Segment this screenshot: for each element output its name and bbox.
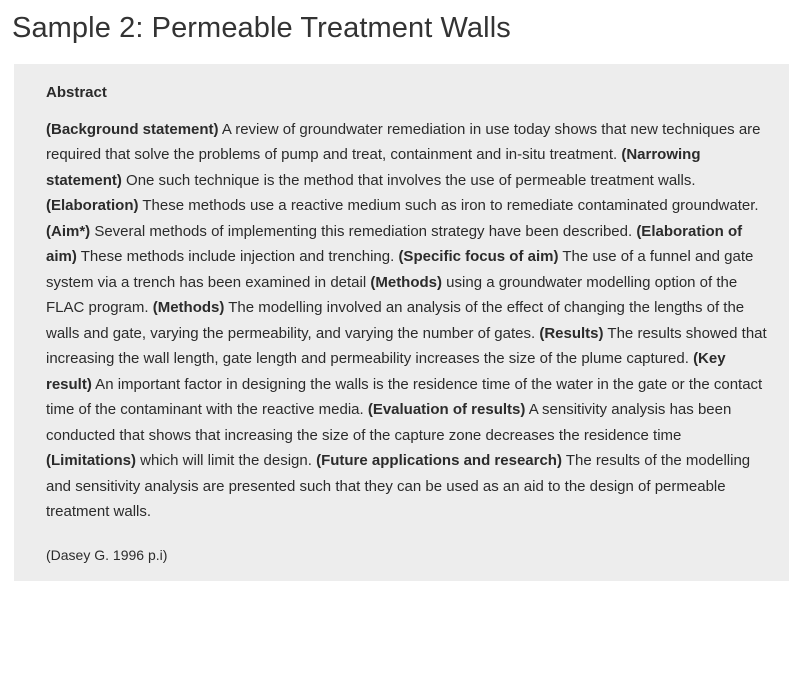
abstract-text-run: An important factor in designing the walls is the residence time of the water in the gate or the contact time of the contaminant with the reactive media. <box>46 375 763 419</box>
abstract-citation: (Dasey G. 1996 p.i) <box>46 546 168 563</box>
abstract-text-run: A sensitivity analysis has been conducted that shows that increasing the size of the capture zone decreases the residence time <box>46 401 732 444</box>
move-label: (Aim*) <box>46 222 91 240</box>
abstract-panel <box>14 64 789 581</box>
move-label: (Key result) <box>46 350 726 393</box>
abstract-heading: Abstract <box>46 83 107 101</box>
abstract-text-run: These methods use a reactive medium such as iron to remediate contaminated groundwater. <box>138 197 759 215</box>
move-label: (Elaboration of aim) <box>46 222 743 266</box>
move-label: (Methods) <box>152 299 225 317</box>
move-label: (Elaboration) <box>46 197 139 215</box>
move-label: (Methods) <box>370 273 443 291</box>
move-label: (Evaluation of results) <box>367 401 526 419</box>
abstract-text-run: using a groundwater modelling option of the FLAC program. <box>46 273 738 317</box>
abstract-text-run: Several methods of implementing this remediation strategy have been described. <box>90 222 637 240</box>
abstract-text-run: The use of a funnel and gate system via a trench has been examined in detail <box>46 248 754 291</box>
abstract-text-run: The results showed that increasing the wall length, gate length and permeability increases the size of the plume captured. <box>46 324 767 368</box>
move-label: (Future applications and research) <box>316 452 562 470</box>
abstract-text-run: The modelling involved an analysis of the effect of changing the lengths of the walls and gate, varying the permeability, and varying the number of gates. <box>46 299 745 342</box>
abstract-text-run: These methods include injection and trenching. <box>76 248 399 266</box>
move-label: (Limitations) <box>46 452 136 470</box>
move-label: (Results) <box>539 324 604 342</box>
abstract-text-run: The results of the modelling and sensitivity analysis are presented such that they can be used as an aid to the design of permeable treatment walls. <box>46 452 751 521</box>
move-label: (Background statement) <box>46 120 219 138</box>
abstract-text-run: One such technique is the method that involves the use of permeable treatment walls. <box>121 171 696 189</box>
move-label: (Narrowing statement) <box>46 146 701 189</box>
abstract-text-run: A review of groundwater remediation in use today shows that new techniques are required that solve the problems of pump and treat, containment and in-situ treatment. <box>46 120 761 164</box>
abstract-text-run: which will limit the design. <box>136 452 317 470</box>
abstract-body <box>46 117 767 525</box>
move-label: (Specific focus of aim) <box>398 248 559 266</box>
page-title: Sample 2: Permeable Treatment Walls <box>12 12 511 44</box>
